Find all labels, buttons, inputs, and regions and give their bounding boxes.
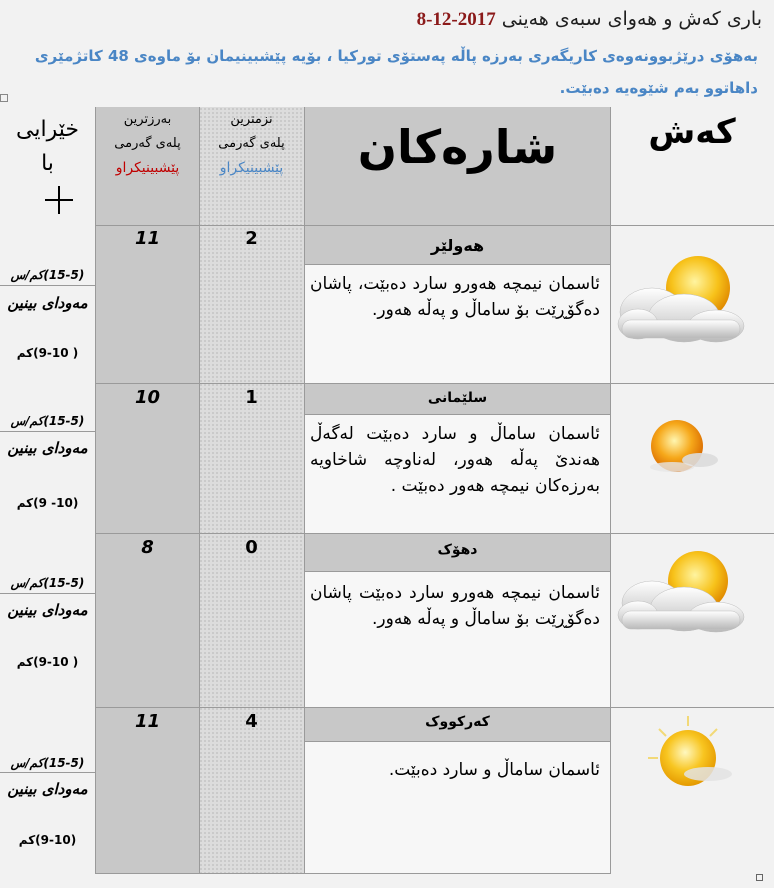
weather-header: کەش xyxy=(648,112,736,152)
grid-line xyxy=(305,571,610,572)
grid-line xyxy=(95,383,774,384)
forecast-description: ئاسمان نیمچە هەورو سارد دەبێت پاشان دەگۆڕێت بۆ ساماڵ و پەڵە هەور. xyxy=(310,583,600,629)
header-line: پێشبینیکراو xyxy=(219,160,284,176)
partly-cloudy-icon xyxy=(612,545,772,640)
low-temp-value: 0 xyxy=(245,537,258,558)
high-temp-value: 11 xyxy=(134,711,161,732)
grid-line xyxy=(304,107,305,873)
wind-divider xyxy=(0,285,95,286)
low-temp-value: 1 xyxy=(245,387,258,408)
wind-divider xyxy=(0,593,95,594)
header-line: نزمترین xyxy=(230,112,273,127)
sunny-haze-icon xyxy=(612,412,772,492)
wind-speed-header xyxy=(0,113,95,181)
header-line: با xyxy=(41,151,54,176)
visibility-label: مەودای بینین xyxy=(7,294,88,312)
forecast-description: ئاسمان ساماڵ و سارد دەبێت. xyxy=(388,760,600,780)
high-temp-value: 11 xyxy=(134,228,161,249)
grid-line xyxy=(305,264,610,265)
cities-header: شارەکان xyxy=(357,120,558,174)
plus-icon xyxy=(45,186,73,214)
visibility-value: (10- 9)کم xyxy=(16,496,79,510)
page-title xyxy=(0,8,762,31)
title-text: باری کەش و هەوای سبەی هەینی xyxy=(501,8,762,30)
forecast-description: ئاسمان نیمچە هەورو سارد دەبێت، پاشان دەگۆڕێت بۆ ساماڵ و پەڵە هەور. xyxy=(310,274,600,320)
city-name: کەرکووک xyxy=(425,714,490,730)
low-temp-value: 2 xyxy=(245,228,258,249)
low-temp-value: 4 xyxy=(245,711,258,732)
header-line: پێشبینیکراو xyxy=(115,160,180,176)
header-line: خێرایی xyxy=(16,117,79,142)
visibility-label: مەودای بینین xyxy=(7,780,88,798)
grid-line xyxy=(610,107,611,873)
table-anchor-handle[interactable] xyxy=(0,94,8,102)
wind-speed-value: (15-5)کم/س xyxy=(10,576,85,590)
visibility-value: ( 9-10)کم xyxy=(16,346,79,360)
forecast-date: 2017-12-8 xyxy=(416,9,496,30)
resize-handle[interactable] xyxy=(756,874,763,881)
wind-speed-value: (15-5)کم/س xyxy=(10,414,85,428)
high-temp-value: 10 xyxy=(134,387,161,408)
grid-line xyxy=(199,107,200,873)
grid-line xyxy=(95,533,774,534)
visibility-value: (9-10)کم xyxy=(18,833,77,847)
low-temp-header xyxy=(199,108,304,180)
high-temp-header xyxy=(96,108,199,180)
forecast-summary: بەهۆی درێژبوونەوەی کاریگەری بەرزە پاڵە پەستۆی تورکیا ، بۆیە پێشبینیمان بۆ ماوەی 48 کاتژمێری داهاتوو بەم شێوەیە دەبێت. xyxy=(34,47,758,97)
grid-line xyxy=(95,707,774,708)
wind-divider xyxy=(0,772,95,773)
visibility-label: مەودای بینین xyxy=(7,439,88,457)
grid-line xyxy=(305,414,610,415)
wind-speed-value: (15-5)کم/س xyxy=(10,268,85,282)
header-line: پلەی گەرمی xyxy=(114,136,181,151)
city-name: سلێمانی xyxy=(427,390,488,406)
wind-divider xyxy=(0,431,95,432)
grid-line xyxy=(305,741,610,742)
city-name: دهۆک xyxy=(437,542,478,558)
header-line: بەرزترین xyxy=(123,112,172,127)
sunny-icon xyxy=(612,712,772,802)
city-name: هەولێر xyxy=(430,236,485,255)
header-line: پلەی گەرمی xyxy=(218,136,285,151)
high-temp-value: 8 xyxy=(141,537,154,558)
partly-cloudy-icon xyxy=(612,250,772,350)
visibility-value: ( 9-10)کم xyxy=(16,655,79,669)
wind-speed-value: (15-5)کم/س xyxy=(10,756,85,770)
forecast-description: ئاسمان ساماڵ و سارد دەبێت لەگەڵ هەندێ پەڵە هەور، لەناوچە شاخاویە بەرزەکان نیمچە هەور دەبێت . xyxy=(310,424,600,496)
visibility-label: مەودای بینین xyxy=(7,601,88,619)
grid-line xyxy=(95,225,774,226)
